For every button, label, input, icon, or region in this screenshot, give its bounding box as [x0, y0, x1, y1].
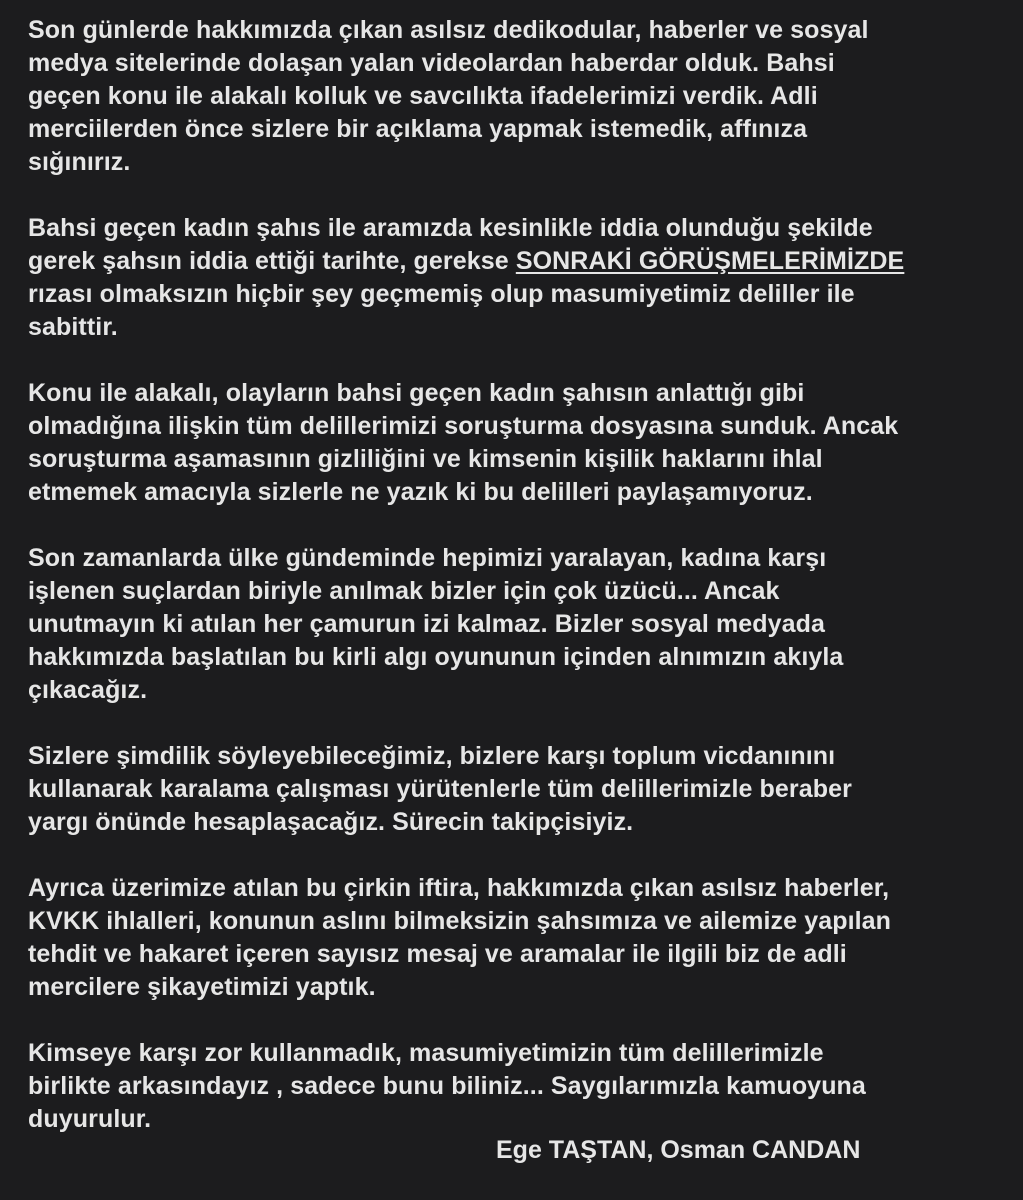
text-line: merciilerden önce sizlere bir açıklama yapmak istemedik, affınıza — [28, 115, 808, 143]
text-line: sabittir. — [28, 313, 118, 341]
paragraph-legal — [28, 740, 1013, 839]
text-line: birlikte arkasındayız , sadece bunu biliniz... Saygılarımızla kamuoyuna — [28, 1072, 866, 1100]
text-line: Son zamanlarda ülke gündeminde hepimizi yaralayan, kadına karşı — [28, 544, 827, 572]
text-line: rızası olmaksızın hiçbir şey geçmemiş olup masumiyetimiz deliller ile — [28, 280, 855, 308]
text-line: işlenen suçlardan biriyle anılmak bizler için çok üzücü... Ancak — [28, 577, 780, 605]
text-line: unutmayın ki atılan her çamurun izi kalmaz. Bizler sosyal medyada — [28, 610, 826, 638]
text-line: duyurulur. — [28, 1105, 152, 1133]
text-line: Son günlerde hakkımızda çıkan asılsız dedikodular, haberler ve sosyal — [28, 16, 869, 44]
text-line: medya sitelerinde dolaşan yalan videolardan haberdar olduk. Bahsi — [28, 49, 835, 77]
text-line: soruşturma aşamasının gizliliğini ve kimsenin kişilik haklarını ihlal — [28, 445, 823, 473]
text-line: çıkacağız. — [28, 676, 148, 704]
paragraph-agenda — [28, 542, 1013, 707]
text-line: etmemek amacıyla sizlerle ne yazık ki bu delilleri paylaşamıyoruz. — [28, 478, 813, 506]
paragraph-intro — [28, 14, 1013, 179]
text-line: yargı önünde hesaplaşacağız. Sürecin takipçisiyiz. — [28, 808, 634, 836]
text-line: tehdit ve hakaret içeren sayısız mesaj ve aramalar ile ilgili biz de adli — [28, 940, 847, 968]
text-line: kullanarak karalama çalışması yürütenlerle tüm delillerimizle beraber — [28, 775, 852, 803]
text-line: KVKK ihlalleri, konunun aslını bilmeksizin şahsımıza ve ailemize yapılan — [28, 907, 892, 935]
text-line: mercilere şikayetimizi yaptık. — [28, 973, 376, 1001]
text-segment: gerek şahsın iddia ettiği tarihte, gerekse — [28, 247, 516, 275]
paragraph-allegation — [28, 212, 1013, 344]
text-line: Sizlere şimdilik söyleyebileceğimiz, bizlere karşı toplum vicdanınını — [28, 742, 836, 770]
paragraph-complaints — [28, 872, 1013, 1004]
paragraph-evidence — [28, 377, 1013, 509]
text-line: Konu ile alakalı, olayların bahsi geçen kadın şahısın anlattığı gibi — [28, 379, 805, 407]
text-line: Kimseye karşı zor kullanmadık, masumiyetimizin tüm delillerimizle — [28, 1039, 824, 1067]
text-line: hakkımızda başlatılan bu kirli algı oyununun içinden alnımızın akıyla — [28, 643, 844, 671]
text-line: Bahsi geçen kadın şahıs ile aramızda kesinlikle iddia olunduğu şekilde — [28, 214, 873, 242]
text-line — [28, 245, 1013, 278]
statement-text — [28, 14, 1013, 1136]
text-line: olmadığına ilişkin tüm delillerimizi soruşturma dosyasına sunduk. Ancak — [28, 412, 899, 440]
underlined-emphasis: SONRAKİ GÖRÜŞMELERİMİZDE — [515, 247, 905, 275]
text-line: geçen konu ile alakalı kolluk ve savcılıkta ifadelerimizi verdik. Adli — [28, 82, 818, 110]
text-line: Ayrıca üzerimize atılan bu çirkin iftira, hakkımızda çıkan asılsız haberler, — [28, 874, 890, 902]
signature: Ege TAŞTAN, Osman CANDAN — [496, 1136, 861, 1164]
paragraph-closing — [28, 1037, 1013, 1136]
text-line: sığınırız. — [28, 148, 131, 176]
